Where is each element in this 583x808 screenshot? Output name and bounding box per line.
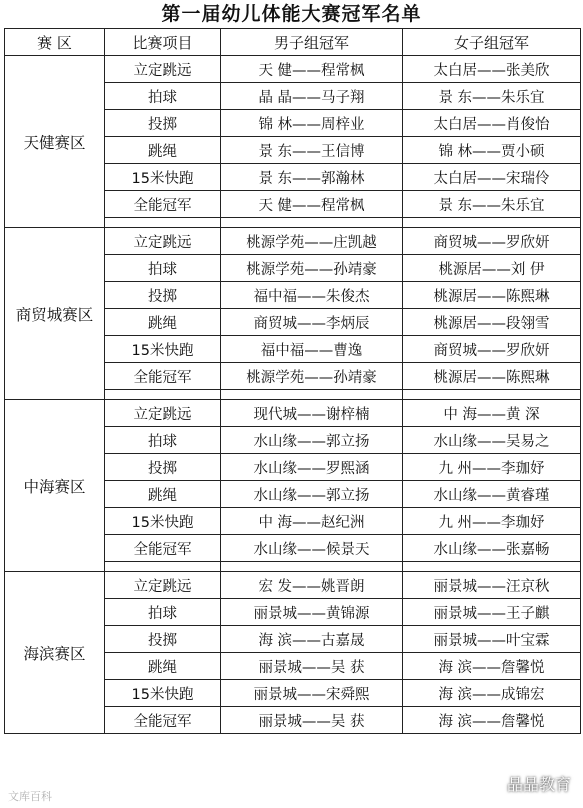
region-name: 海滨赛区 [5,572,105,734]
girl-champion-cell: 丽景城——汪京秋 [403,572,581,599]
boy-champion-cell: 福中福——曹逸 [221,336,403,363]
header-girls: 女子组冠军 [403,29,581,56]
girl-champion-cell: 海 滨——成锦宏 [403,680,581,707]
event-cell: 15米快跑 [105,680,221,707]
header-boys: 男子组冠军 [221,29,403,56]
boy-champion-cell: 天 健——程常枫 [221,191,403,218]
girl-champion-cell: 丽景城——叶宝霖 [403,626,581,653]
girl-champion-cell: 太白居——张美欣 [403,56,581,83]
boy-champion-cell: 商贸城——李炳辰 [221,309,403,336]
girl-champion-cell: 水山缘——张嘉畅 [403,535,581,562]
girl-champion-cell: 中 海——黄 深 [403,400,581,427]
spacer-cell [105,218,221,228]
girl-champion-cell: 景 东——朱乐宜 [403,191,581,218]
event-cell: 跳绳 [105,481,221,508]
boy-champion-cell: 锦 林——周梓业 [221,110,403,137]
event-cell: 全能冠军 [105,191,221,218]
boy-champion-cell: 桃源学苑——孙靖豪 [221,255,403,282]
girl-champion-cell: 水山缘——吴易之 [403,427,581,454]
region-name: 中海赛区 [5,400,105,572]
girl-champion-cell: 太白居——肖俊怡 [403,110,581,137]
boy-champion-cell: 景 东——王信博 [221,137,403,164]
event-cell: 立定跳远 [105,400,221,427]
region-name: 商贸城赛区 [5,228,105,400]
boy-champion-cell: 中 海——赵纪洲 [221,508,403,535]
boy-champion-cell: 丽景城——吴 获 [221,707,403,734]
girl-champion-cell: 锦 林——贾小硕 [403,137,581,164]
event-cell: 拍球 [105,83,221,110]
spacer-cell [221,390,403,400]
event-cell: 立定跳远 [105,56,221,83]
spacer-cell [221,562,403,572]
event-cell: 跳绳 [105,137,221,164]
boy-champion-cell: 晶 晶——马子翔 [221,83,403,110]
girl-champion-cell: 丽景城——王子麒 [403,599,581,626]
girl-champion-cell: 九 州——李珈妤 [403,454,581,481]
girl-champion-cell: 海 滨——詹馨悦 [403,707,581,734]
girl-champion-cell: 商贸城——罗欣妍 [403,336,581,363]
spacer-cell [403,562,581,572]
event-cell: 15米快跑 [105,508,221,535]
boy-champion-cell: 景 东——郭瀚林 [221,164,403,191]
boy-champion-cell: 海 滨——古嘉晟 [221,626,403,653]
event-cell: 全能冠军 [105,363,221,390]
table-row [5,56,581,83]
girl-champion-cell: 太白居——宋瑞伶 [403,164,581,191]
boy-champion-cell: 水山缘——候景天 [221,535,403,562]
girl-champion-cell: 桃源居——段翎雪 [403,309,581,336]
table-row [5,572,581,599]
girl-champion-cell: 景 东——朱乐宜 [403,83,581,110]
girl-champion-cell: 桃源居——刘 伊 [403,255,581,282]
page-title: 第一届幼儿体能大赛冠军名单 [161,3,422,25]
watermark-left: 文库百科 [8,790,52,803]
boy-champion-cell: 水山缘——郭立扬 [221,427,403,454]
event-cell: 投掷 [105,110,221,137]
table-row [5,400,581,427]
event-cell: 立定跳远 [105,572,221,599]
boy-champion-cell: 丽景城——黄锦源 [221,599,403,626]
event-cell: 全能冠军 [105,535,221,562]
spacer-cell [221,218,403,228]
boy-champion-cell: 天 健——程常枫 [221,56,403,83]
event-cell: 15米快跑 [105,164,221,191]
watermark-right: 晶晶教育 [506,775,571,794]
boy-champion-cell: 水山缘——郭立扬 [221,481,403,508]
event-cell: 投掷 [105,454,221,481]
event-cell: 拍球 [105,427,221,454]
event-cell: 跳绳 [105,309,221,336]
event-cell: 拍球 [105,255,221,282]
event-cell: 立定跳远 [105,228,221,255]
event-cell: 全能冠军 [105,707,221,734]
event-cell: 投掷 [105,626,221,653]
spacer-cell [105,390,221,400]
girl-champion-cell: 商贸城——罗欣妍 [403,228,581,255]
boy-champion-cell: 丽景城——宋舜熙 [221,680,403,707]
region-name: 天健赛区 [5,56,105,228]
table-body [5,56,581,734]
boy-champion-cell: 桃源学苑——孙靖豪 [221,363,403,390]
spacer-cell [105,562,221,572]
girl-champion-cell: 海 滨——詹馨悦 [403,653,581,680]
girl-champion-cell: 水山缘——黄睿瑾 [403,481,581,508]
spacer-cell [403,218,581,228]
boy-champion-cell: 福中福——朱俊杰 [221,282,403,309]
event-cell: 跳绳 [105,653,221,680]
girl-champion-cell: 九 州——李珈妤 [403,508,581,535]
champion-table [4,28,581,734]
table-row [5,228,581,255]
boy-champion-cell: 宏 发——姚晋朗 [221,572,403,599]
event-cell: 投掷 [105,282,221,309]
girl-champion-cell: 桃源居——陈熙琳 [403,363,581,390]
boy-champion-cell: 水山缘——罗熙涵 [221,454,403,481]
event-cell: 15米快跑 [105,336,221,363]
spacer-cell [403,390,581,400]
header-event: 比赛项目 [105,29,221,56]
event-cell: 拍球 [105,599,221,626]
boy-champion-cell: 桃源学苑——庄凯越 [221,228,403,255]
boy-champion-cell: 现代城——谢梓楠 [221,400,403,427]
boy-champion-cell: 丽景城——吴 获 [221,653,403,680]
girl-champion-cell: 桃源居——陈熙琳 [403,282,581,309]
header-row [5,29,581,56]
header-area: 赛 区 [5,29,105,56]
